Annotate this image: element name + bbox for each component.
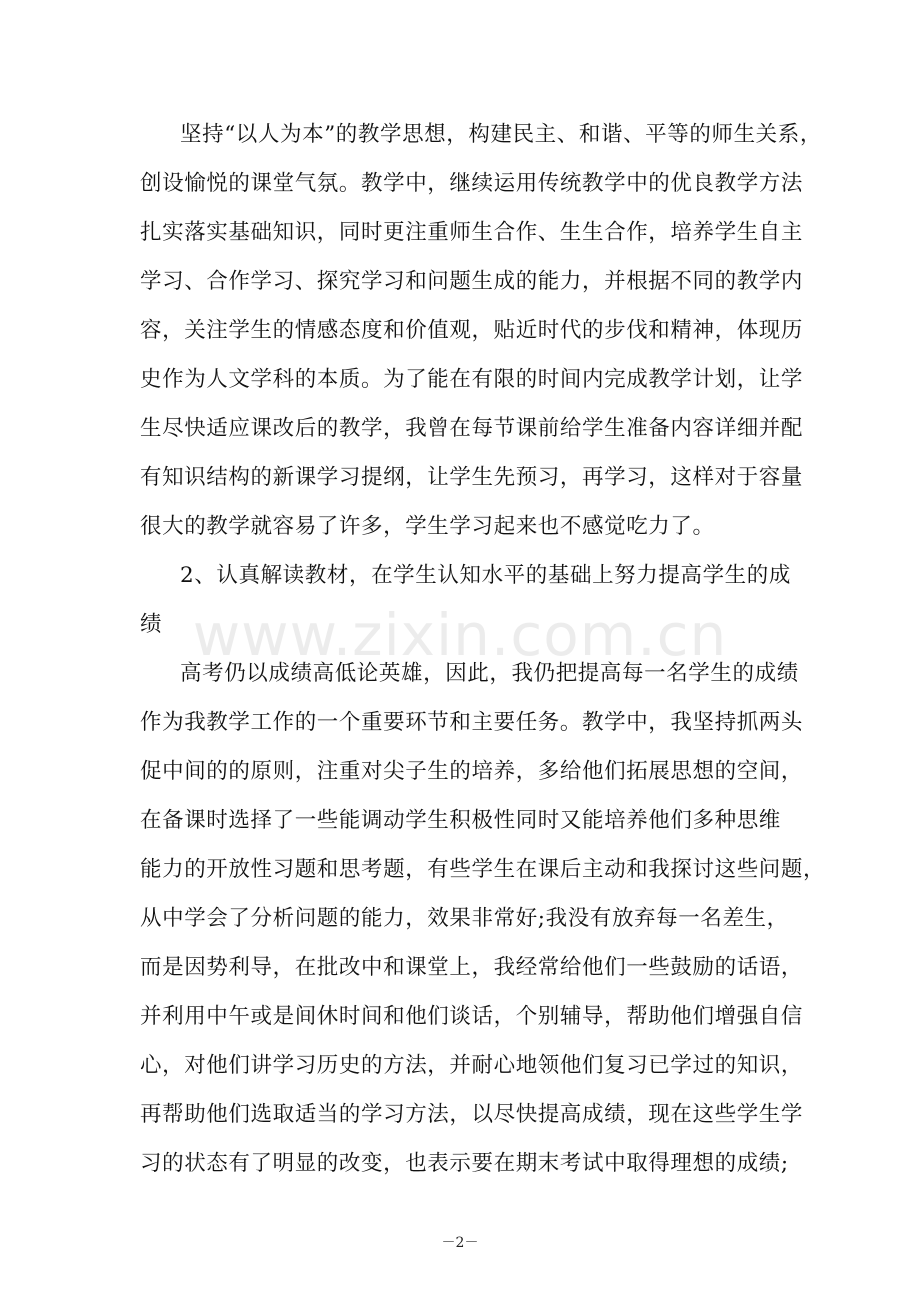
text-line: 作为我教学工作的一个重要环节和主要任务。教学中，我坚持抓两头	[140, 710, 804, 735]
text-line: 坚持“以人为本”的教学思想，构建民主、和谐、平等的师生关系，	[180, 122, 822, 147]
text-line: 创设愉悦的课堂气氛。教学中，继续运用传统教学中的优良教学方法	[140, 171, 804, 196]
text-line: 很大的教学就容易了许多，学生学习起来也不感觉吃力了。	[140, 514, 715, 539]
text-line: 高考仍以成绩高低论英雄，因此，我仍把提高每一名学生的成绩	[180, 661, 799, 686]
text-line: 史作为人文学科的本质。为了能在有限的时间内完成教学计划，让学	[140, 367, 804, 392]
text-line: 能力的开放性习题和思考题，有些学生在课后主动和我探讨这些问题，	[140, 857, 826, 882]
text-line: 扎实落实基础知识，同时更注重师生合作、生生合作，培养学生自主	[140, 220, 804, 245]
text-line: 生尽快适应课改后的教学，我曾在每节课前给学生准备内容详细并配	[140, 416, 804, 441]
watermark: www.zixin.com.cn	[192, 601, 728, 669]
page-number: －2－	[441, 1235, 479, 1251]
text-line: 容，关注学生的情感态度和价值观，贴近时代的步伐和精神，体现历	[140, 318, 804, 343]
text-line: 学习、合作学习、探究学习和问题生成的能力，并根据不同的教学内	[140, 269, 804, 294]
text-line: 心，对他们讲学习历史的方法，并耐心地领他们复习已学过的知识，	[140, 1053, 804, 1078]
text-line: 有知识结构的新课学习提纲，让学生先预习，再学习，这样对于容量	[140, 465, 804, 490]
text-line: 从中学会了分析问题的能力，效果非常好;我没有放弃每一名差生，	[140, 906, 789, 931]
text-line: 再帮助他们选取适当的学习方法，以尽快提高成绩，现在这些学生学	[140, 1102, 804, 1127]
heading-line: 2、认真解读教材，在学生认知水平的基础上努力提高学生的成	[180, 563, 791, 588]
text-line: 促中间的的原则，注重对尖子生的培养，多给他们拓展思想的空间，	[140, 759, 804, 784]
text-line: 在备课时选择了一些能调动学生积极性同时又能培养他们多种思维	[140, 808, 781, 833]
text-line: 并利用中午或是间休时间和他们谈话，个别辅导，帮助他们增强自信	[140, 1004, 804, 1029]
text-line: 而是因势利导，在批改中和课堂上，我经常给他们一些鼓励的话语，	[140, 955, 804, 980]
text-line: 习的状态有了明显的改变，也表示要在期末考试中取得理想的成绩;	[140, 1151, 789, 1176]
heading-line: 绩	[140, 612, 163, 637]
